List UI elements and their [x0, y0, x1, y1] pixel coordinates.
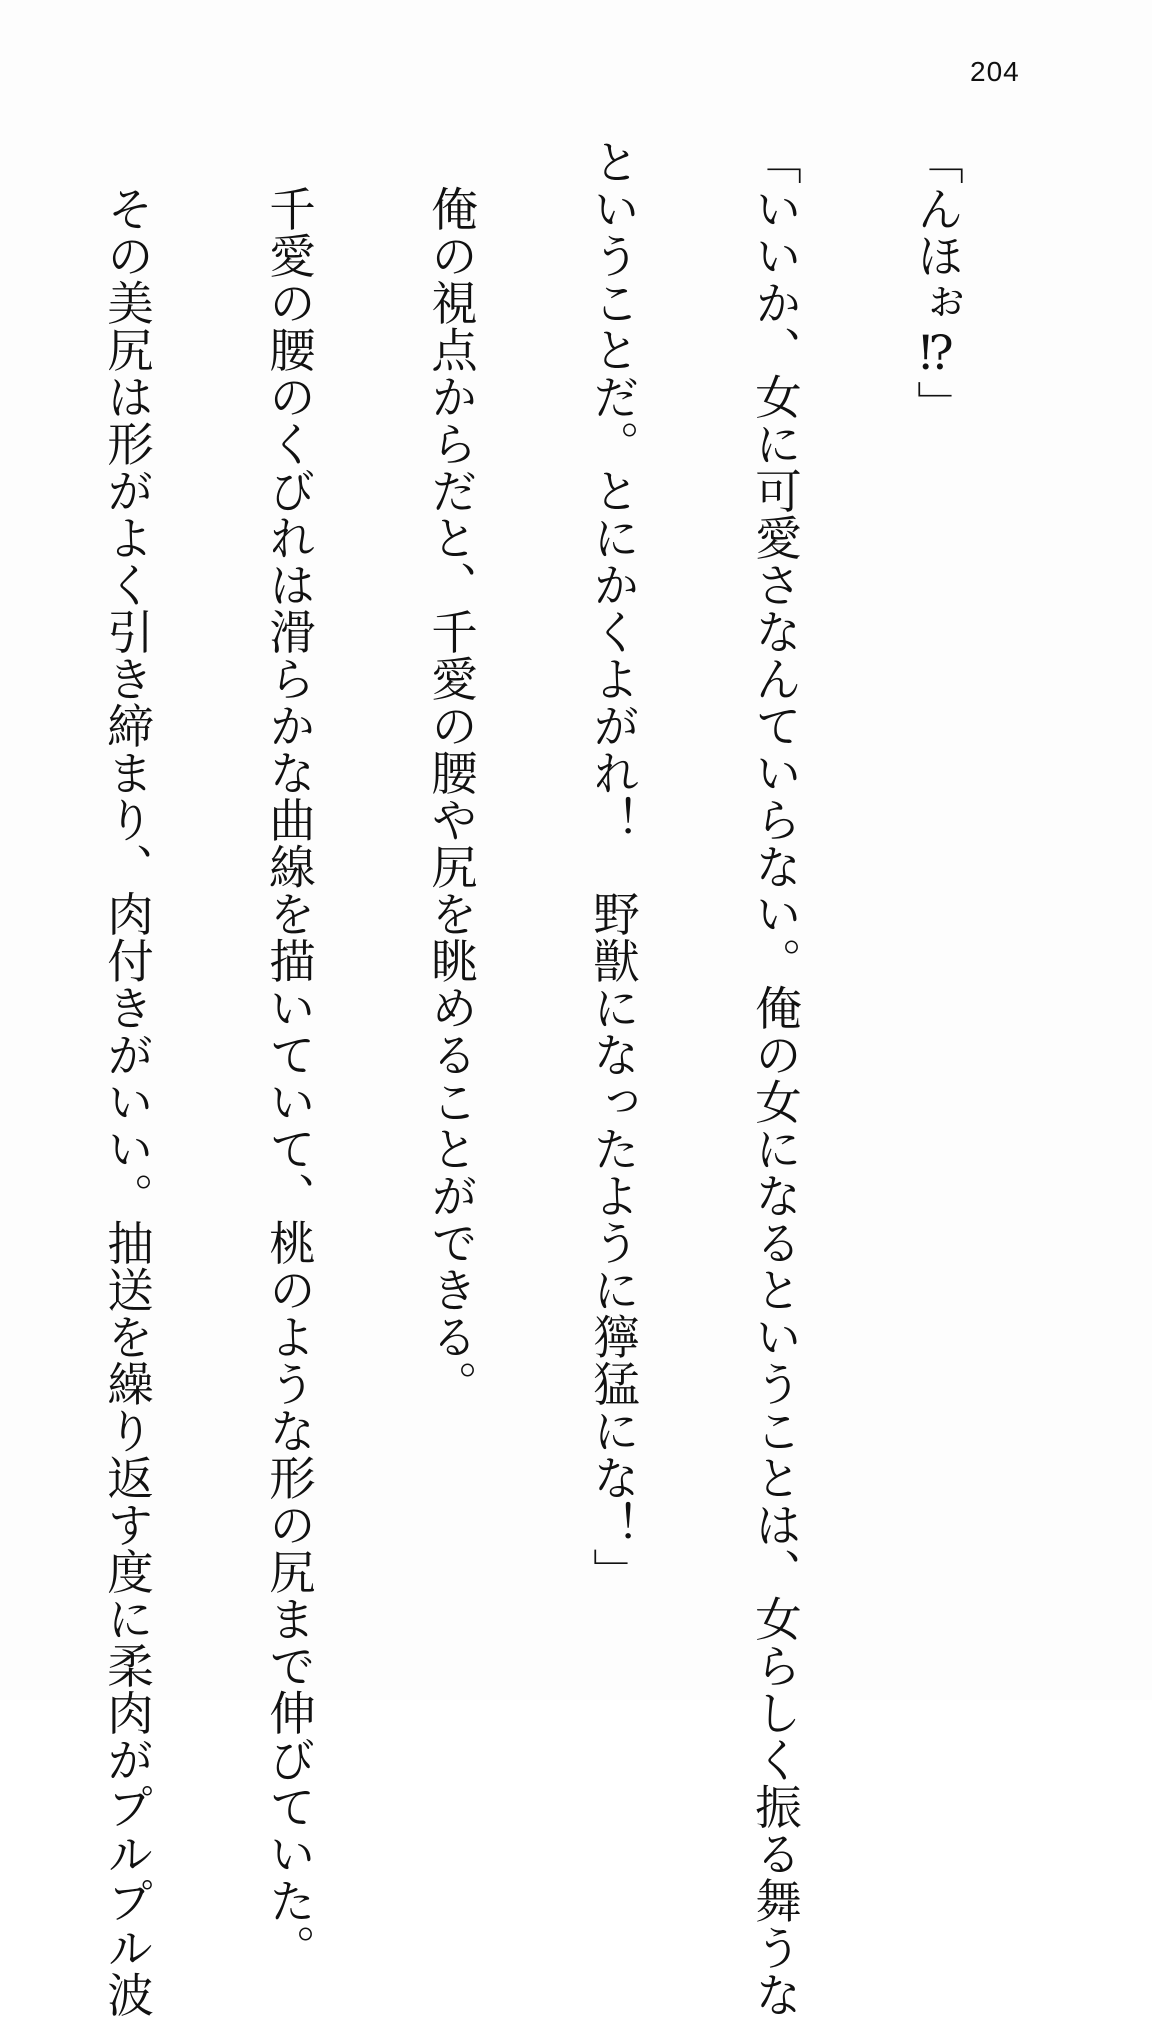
- text-line: 「んほぉ⁉」: [910, 138, 964, 428]
- page-number: 204: [970, 56, 1020, 87]
- text-line: 千愛の腰のくびれは滑らかな曲線を描いていて、桃のような形の尻まで伸びていた。: [262, 138, 316, 1971]
- text-line: ということだ。とにかくよがれ！ 野獣になったように獰猛にな！」: [586, 138, 640, 1595]
- text-line: 俺の視点からだと、千愛の腰や尻を眺めることができる。: [424, 138, 478, 1407]
- text-line: 「いいか、女に可愛さなんていらない。俺の女になるということは、女らしく振る舞うな: [748, 138, 802, 2018]
- text-line: その美尻は形がよく引き締まり、肉付きがいい。抽送を繰り返す度に柔肉がプルプル波: [100, 138, 154, 2018]
- vertical-body-text: [0, 138, 1072, 2018]
